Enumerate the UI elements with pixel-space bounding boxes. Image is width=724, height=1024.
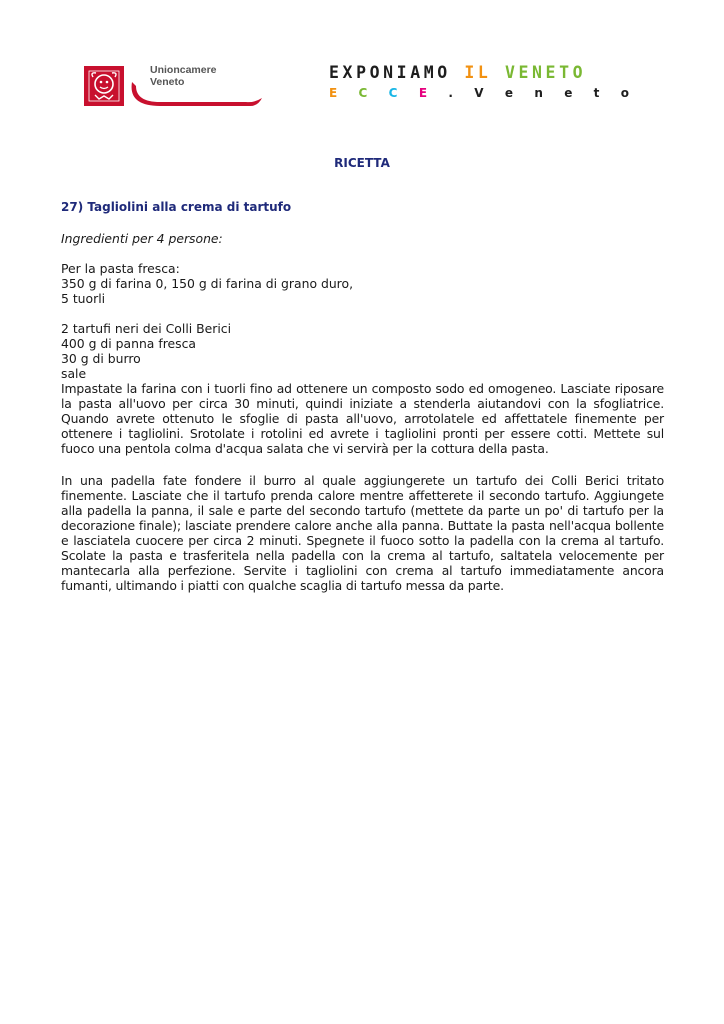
ingredient-line: sale — [61, 366, 87, 381]
brand-letter: C — [358, 86, 368, 100]
recipe-content — [61, 200, 664, 593]
instructions-paragraph-2: In una padella fate fondere il burro al quale aggiungerete un tartufo dei Colli Berici tritato finemente. Lasciate che il tartufo prenda calore mentre affetterete il secondo tartufo. Aggiungete alla padella la panna, il sale e parte del secondo tartufo (mettete da parte un po' di tartufo per la decorazione finale); lasciate prendere calore anche alla panna. Buttate la pasta nell'acqua bollente e lasciatela cuocere per circa 2 minuti. Spegnete il fuoco sotto la padella con la crema al tartufo. Scolate la pasta e trasferitela nella padella con la crema al tartufo, saltatela velocemente per mantecarla alla perfezione. Servite i tagliolini con crema al tartufo immediatamente ancora fumanti, ultimando i piatti con qualche scaglia di tartufo messa da parte. — [61, 473, 664, 593]
brand-letter: n — [534, 86, 543, 100]
recipe-title: 27) Tagliolini alla crema di tartufo — [61, 200, 292, 214]
ingredient-line: 5 tuorli — [61, 291, 106, 306]
section-title: RICETTA — [334, 156, 390, 170]
brand-letter: C — [388, 86, 398, 100]
brand-letter: V — [474, 86, 484, 100]
lion-of-st-mark-icon — [84, 66, 124, 106]
ingredient-line: Per la pasta fresca: — [61, 261, 180, 276]
brand-word-veneto: VENETO — [504, 63, 587, 82]
brand-letter: e — [504, 86, 513, 100]
ingredient-line: 2 tartufi neri dei Colli Berici — [61, 321, 232, 336]
ingredient-line: 350 g di farina 0, 150 g di farina di grano duro, — [61, 276, 354, 291]
ingredients-heading: Ingredienti per 4 persone: — [61, 231, 223, 246]
brand-letter: E — [329, 86, 338, 100]
logo-swoosh-icon — [130, 76, 264, 110]
instructions-paragraph-1: Impastate la farina con i tuorli fino ad ottenere un composto sodo ed omogeneo. Lasciate riposare la pasta all'uovo per circa 30 minuti, quindi iniziate a stenderla aiutandovi con la sfogliatrice. Quando avrete ottenuto le sfoglie di pasta all'uovo, arrotolatele ed affettatele finemente per ottenere i tagliolini. Srotolate i rotolini ed avrete i tagliolini pronti per essere cotti. Mettete sul fuoco una pentola colma d'acqua salata che vi servirà per la cottura della pasta. — [61, 381, 664, 456]
brand-letter: o — [620, 86, 629, 100]
ingredient-line: 400 g di panna fresca — [61, 336, 197, 351]
brand-word-exponiamo: EXPONIAMO — [329, 63, 465, 82]
org-name: Unioncamere Veneto — [150, 64, 217, 88]
brand-title — [329, 63, 639, 83]
ingredient-line: 30 g di burro — [61, 351, 141, 366]
brand-word-il: IL — [464, 63, 505, 82]
brand-letter: E — [418, 86, 428, 100]
pasta-ingredients — [61, 261, 664, 306]
other-ingredients — [61, 321, 664, 381]
unioncamere-logo — [84, 62, 264, 112]
brand-letter: e — [564, 86, 573, 100]
brand-letter: . — [448, 86, 453, 100]
brand-letter: t — [593, 86, 600, 100]
exponiamo-il-veneto-logo — [329, 63, 639, 100]
brand-subtitle — [329, 86, 629, 100]
